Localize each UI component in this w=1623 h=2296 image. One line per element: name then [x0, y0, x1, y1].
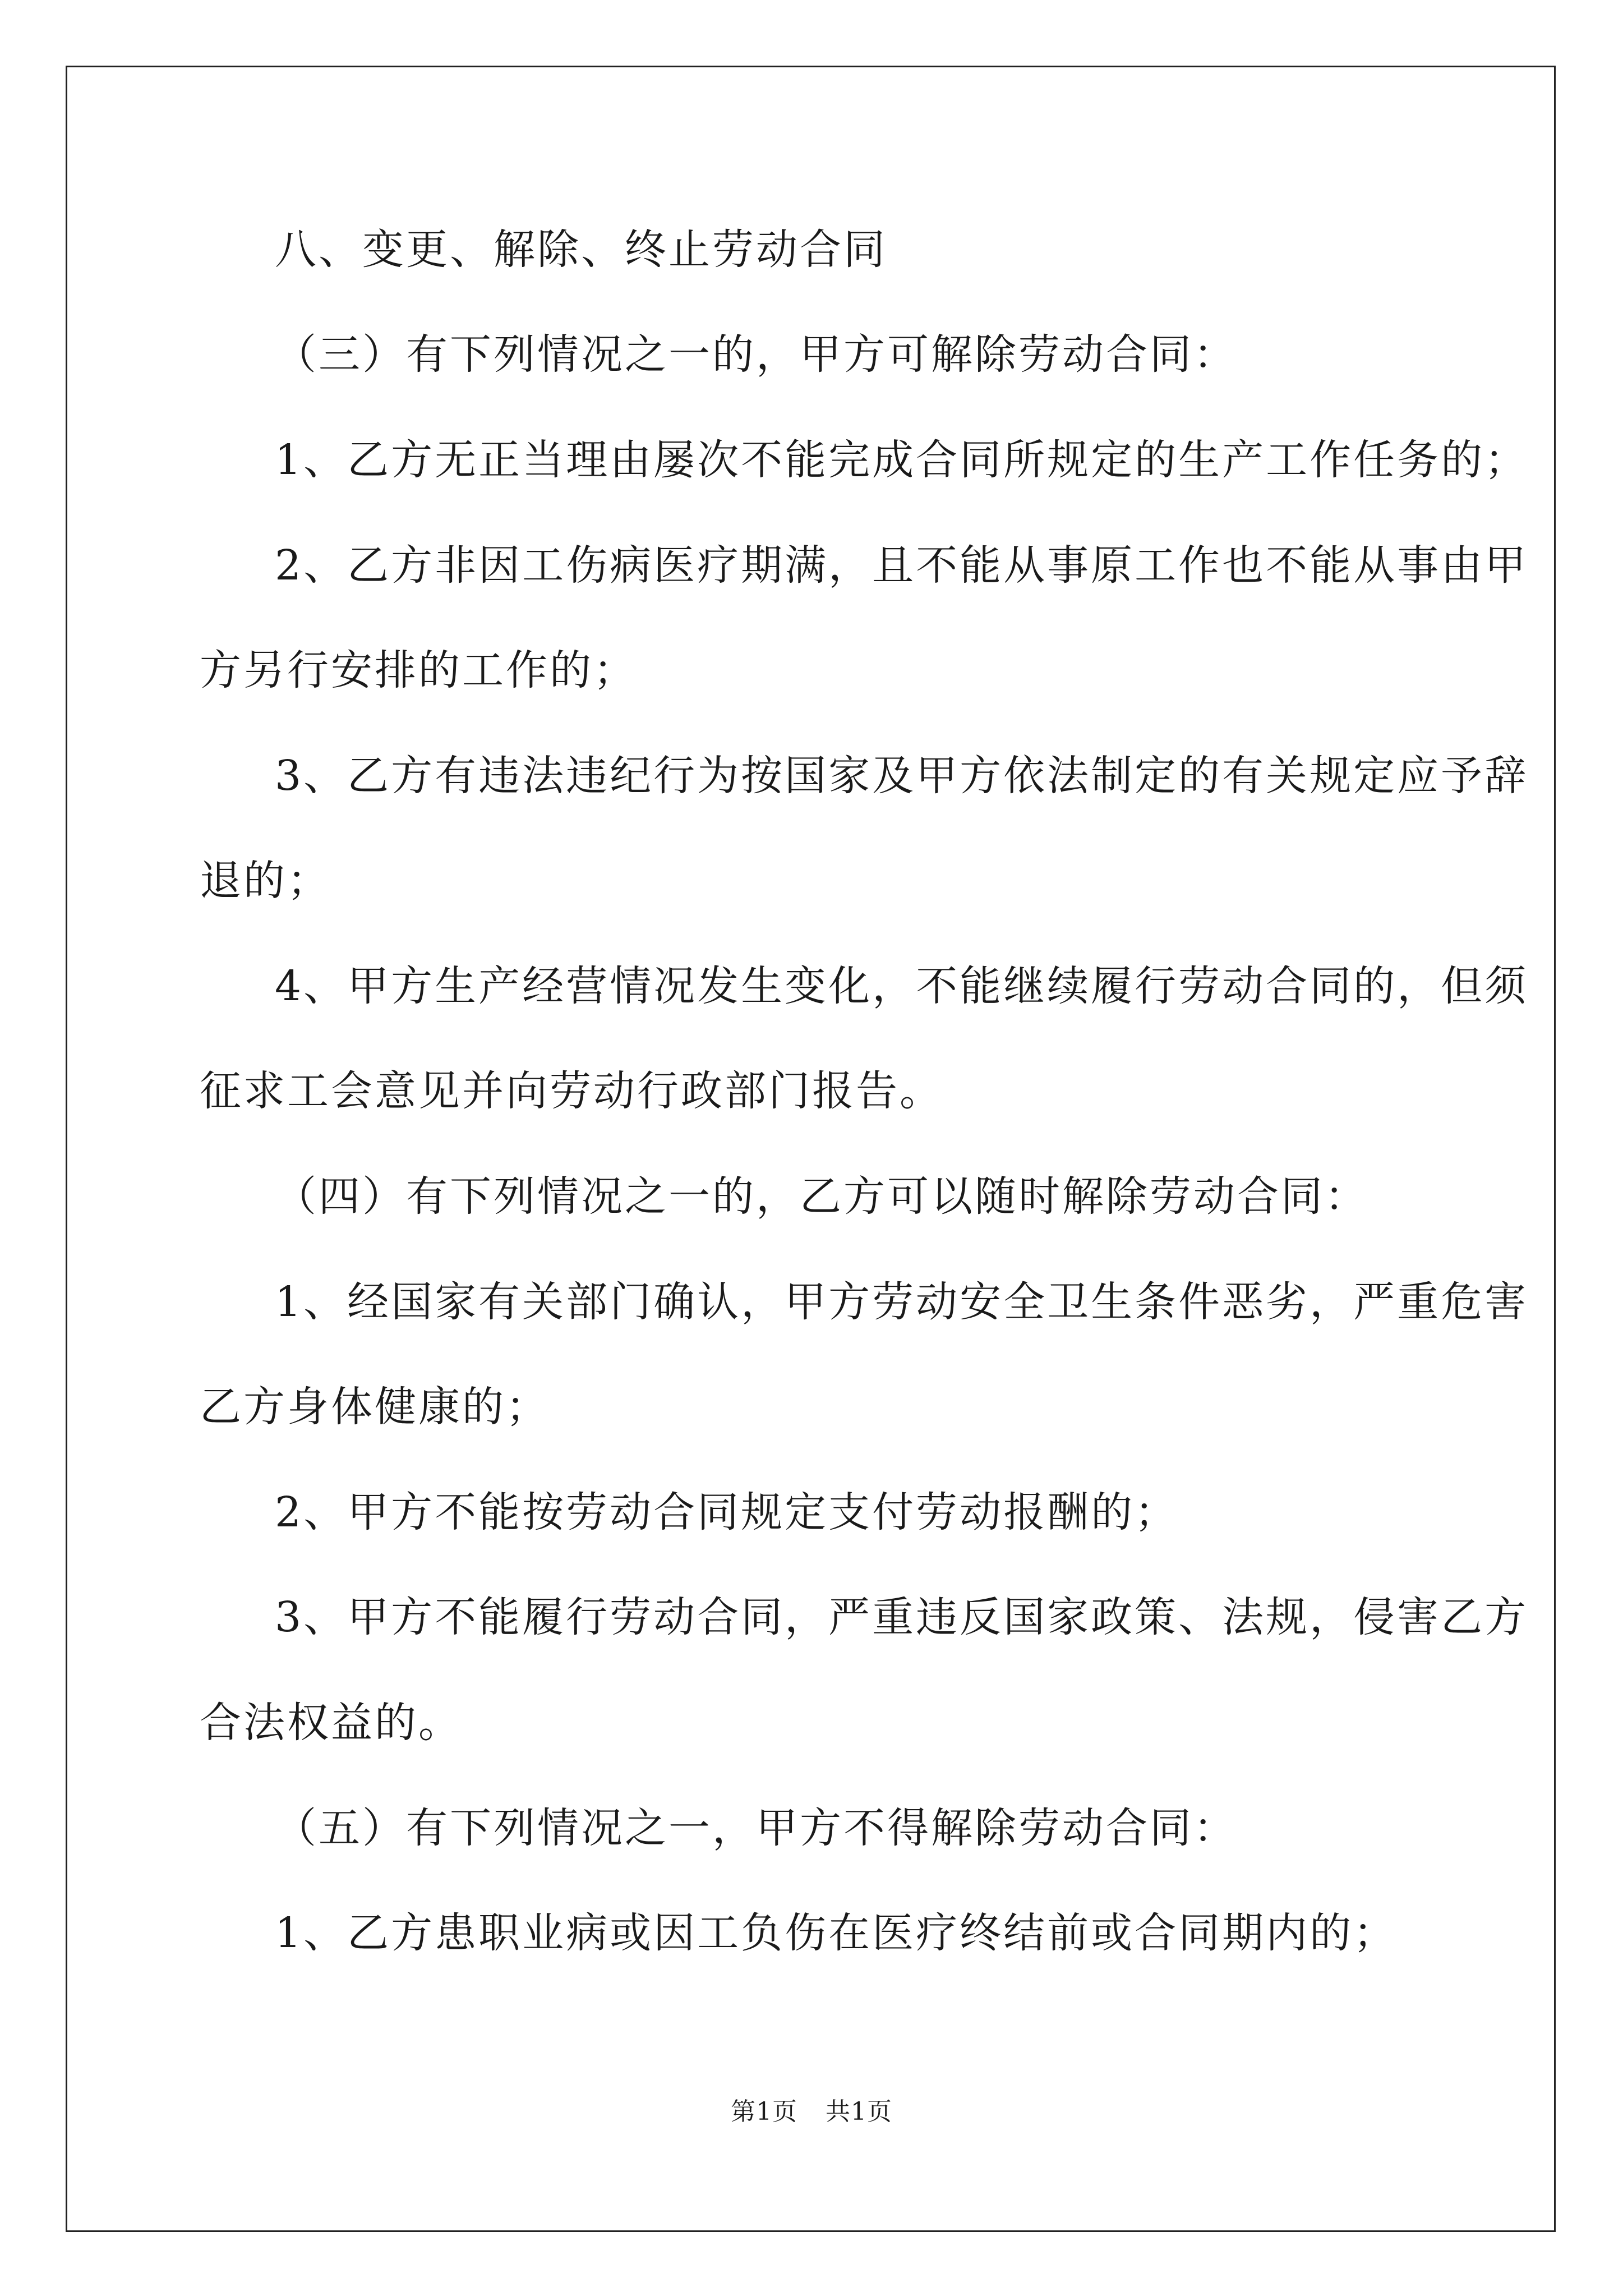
- section-heading: 八、变更、解除、终止劳动合同: [275, 226, 887, 274]
- paragraph-line: 1、经国家有关部门确认，甲方劳动安全卫生条件恶劣，严重危害: [275, 1278, 1529, 1326]
- paragraph-line: 合法权益的。: [200, 1699, 462, 1747]
- paragraph-line: 4、甲方生产经营情况发生变化，不能继续履行劳动合同的，但须: [275, 962, 1529, 1010]
- clause-heading: （五）有下列情况之一，甲方不得解除劳动合同：: [275, 1804, 1237, 1852]
- paragraph-line: 征求工会意见并向劳动行政部门报告。: [200, 1067, 943, 1115]
- paragraph-line: 方另行安排的工作的；: [200, 646, 637, 694]
- paragraph-line: 乙方身体健康的；: [200, 1383, 550, 1431]
- paragraph-line: 2、乙方非因工伤病医疗期满，且不能从事原工作也不能从事由甲: [275, 541, 1529, 590]
- paragraph-line: 3、乙方有违法违纪行为按国家及甲方依法制定的有关规定应予辞: [275, 752, 1529, 800]
- paragraph-line: 退的；: [200, 857, 331, 905]
- clause-heading: （三）有下列情况之一的，甲方可解除劳动合同：: [275, 330, 1237, 379]
- paragraph-line: 1、乙方患职业病或因工负伤在医疗终结前或合同期内的；: [275, 1909, 1398, 1957]
- paragraph-line: 1、乙方无正当理由屡次不能完成合同所规定的生产工作任务的；: [275, 436, 1529, 484]
- paragraph-line: 2、甲方不能按劳动合同规定支付劳动报酬的；: [275, 1488, 1179, 1536]
- page-number-total: 共1页: [826, 2097, 892, 2126]
- page-number-current: 第1页: [731, 2097, 797, 2126]
- page-footer: [0, 2095, 1623, 2129]
- paragraph-line: 3、甲方不能履行劳动合同，严重违反国家政策、法规，侵害乙方: [275, 1593, 1529, 1641]
- clause-heading: （四）有下列情况之一的，乙方可以随时解除劳动合同：: [275, 1172, 1368, 1221]
